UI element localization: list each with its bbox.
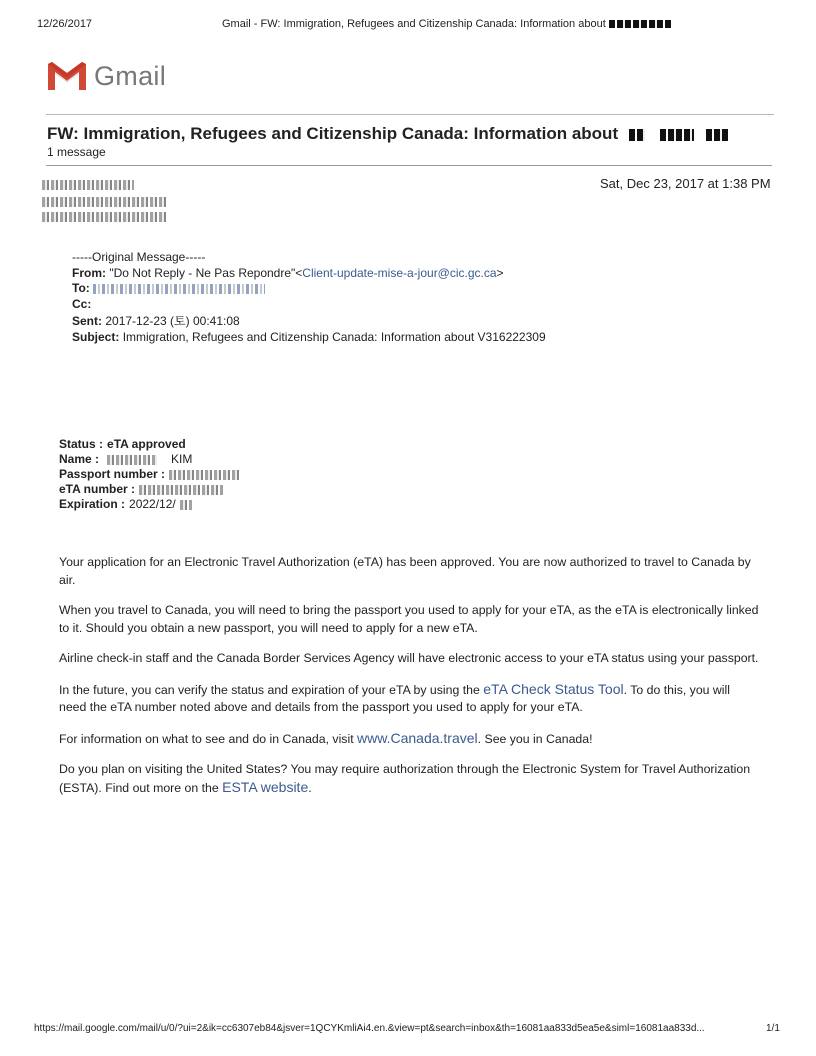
redacted-block <box>629 129 645 141</box>
from-row <box>72 266 546 282</box>
subject-row <box>72 330 546 346</box>
sent-row <box>72 314 546 330</box>
eta-number-label: eTA number : <box>59 482 136 496</box>
print-title-text: Gmail - FW: Immigration, Refugees and Citizenship Canada: Information about <box>222 18 606 30</box>
gmail-wordmark: Gmail <box>94 60 167 91</box>
from-name: "Do Not Reply - Ne Pas Repondre"< <box>109 265 303 280</box>
gmail-m-icon <box>46 60 88 92</box>
p4-text-after: . To do this, you will need the eTA number noted above and details from the passport you used to apply for your eTA. <box>59 682 731 714</box>
to-label: To: <box>72 281 90 296</box>
p6-text-after: . <box>308 780 312 795</box>
subject-value: Immigration, Refugees and Citizenship Canada: Information about V316222309 <box>122 329 546 344</box>
sender-name-redacted <box>42 180 134 190</box>
p4-text-before: In the future, you can verify the status and expiration of your eTA by using the <box>59 682 484 697</box>
redacted-block <box>660 129 694 141</box>
print-title <box>222 18 671 30</box>
expiration-value: 2022/12/ <box>129 497 176 511</box>
from-label: From: <box>72 265 106 280</box>
cc-label: Cc: <box>72 296 92 311</box>
email-body <box>59 554 759 810</box>
gmail-logo[interactable] <box>46 60 166 92</box>
print-url: https://mail.google.com/mail/u/0/?ui=2&ik=cc6307eb84&jsver=1QCYKmliAi4.en.&view=pt&search=inbox&th=16081aa833d5ea5e&siml=16081aa833d... <box>34 1023 705 1034</box>
eta-number-redacted <box>139 485 223 495</box>
to-address-redacted[interactable] <box>93 284 265 294</box>
redacted-block <box>609 20 671 28</box>
eta-status-block <box>59 437 239 512</box>
paragraph-approval: Your application for an Electronic Travel Authorization (eTA) has been approved. You are now authorized to travel to Canada by air. <box>59 555 751 587</box>
expiration-label: Expiration : <box>59 497 126 511</box>
sent-label: Sent: <box>72 314 102 329</box>
expiration-row <box>59 497 239 512</box>
divider <box>46 114 774 115</box>
print-page-number: 1/1 <box>766 1023 780 1034</box>
paragraph-airline: Airline check-in staff and the Canada Border Services Agency will have electronic access to your eTA status using your passport. <box>59 651 759 665</box>
esta-website-link[interactable]: ESTA website <box>222 778 309 795</box>
status-row <box>59 437 239 452</box>
passport-number-redacted <box>169 470 239 480</box>
paragraph-canada-travel <box>59 730 759 749</box>
paragraph-check-status <box>59 681 759 717</box>
eta-check-status-link[interactable]: eTA Check Status Tool <box>483 680 624 697</box>
cc-row <box>72 297 546 313</box>
print-date: 12/26/2017 <box>37 18 93 30</box>
from-close: > <box>496 265 504 280</box>
original-message-header <box>72 250 546 346</box>
separator: -----Original Message----- <box>72 250 206 264</box>
sent-value: 2017-12-23 (토) 00:41:08 <box>105 314 240 329</box>
canada-travel-link[interactable]: www.Canada.travel <box>357 729 478 746</box>
passport-label: Passport number : <box>59 467 166 481</box>
paragraph-passport: When you travel to Canada, you will need to bring the passport you used to apply for your eTA, as the eTA is electronically linked to it. Should you obtain a new passport, you will need to apply for a new eTA. <box>59 603 759 635</box>
sender-address-redacted <box>42 197 166 207</box>
status-label: Status : <box>59 437 104 451</box>
name-row <box>59 452 239 467</box>
p5-text-before: For information on what to see and do in Canada, visit <box>59 731 358 746</box>
given-name-redacted <box>107 455 157 465</box>
expiration-day-redacted <box>180 500 192 510</box>
p6-text-before: Do you plan on visiting the United States? You may require authorization through the Electronic System for Travel Authorization (ESTA). Find out more on the <box>59 762 751 795</box>
eta-number-row <box>59 482 239 497</box>
recipient-redacted <box>42 212 166 222</box>
message-count: 1 message <box>47 145 106 159</box>
redacted-block <box>706 129 730 141</box>
divider <box>46 165 772 166</box>
thread-subject <box>47 124 730 144</box>
p5-text-after: . See you in Canada! <box>477 731 593 746</box>
name-label: Name : <box>59 452 100 466</box>
passport-row <box>59 467 239 482</box>
subject-label: Subject: <box>72 329 120 344</box>
paragraph-esta <box>59 761 759 797</box>
message-date: Sat, Dec 23, 2017 at 1:38 PM <box>600 176 771 191</box>
name-value: KIM <box>171 452 193 466</box>
from-email-link[interactable]: Client-update-mise-a-jour@cic.gc.ca <box>302 265 497 280</box>
status-value: eTA approved <box>107 437 186 451</box>
to-row <box>72 281 546 297</box>
thread-subject-text: FW: Immigration, Refugees and Citizenship Canada: Information about <box>47 124 619 143</box>
